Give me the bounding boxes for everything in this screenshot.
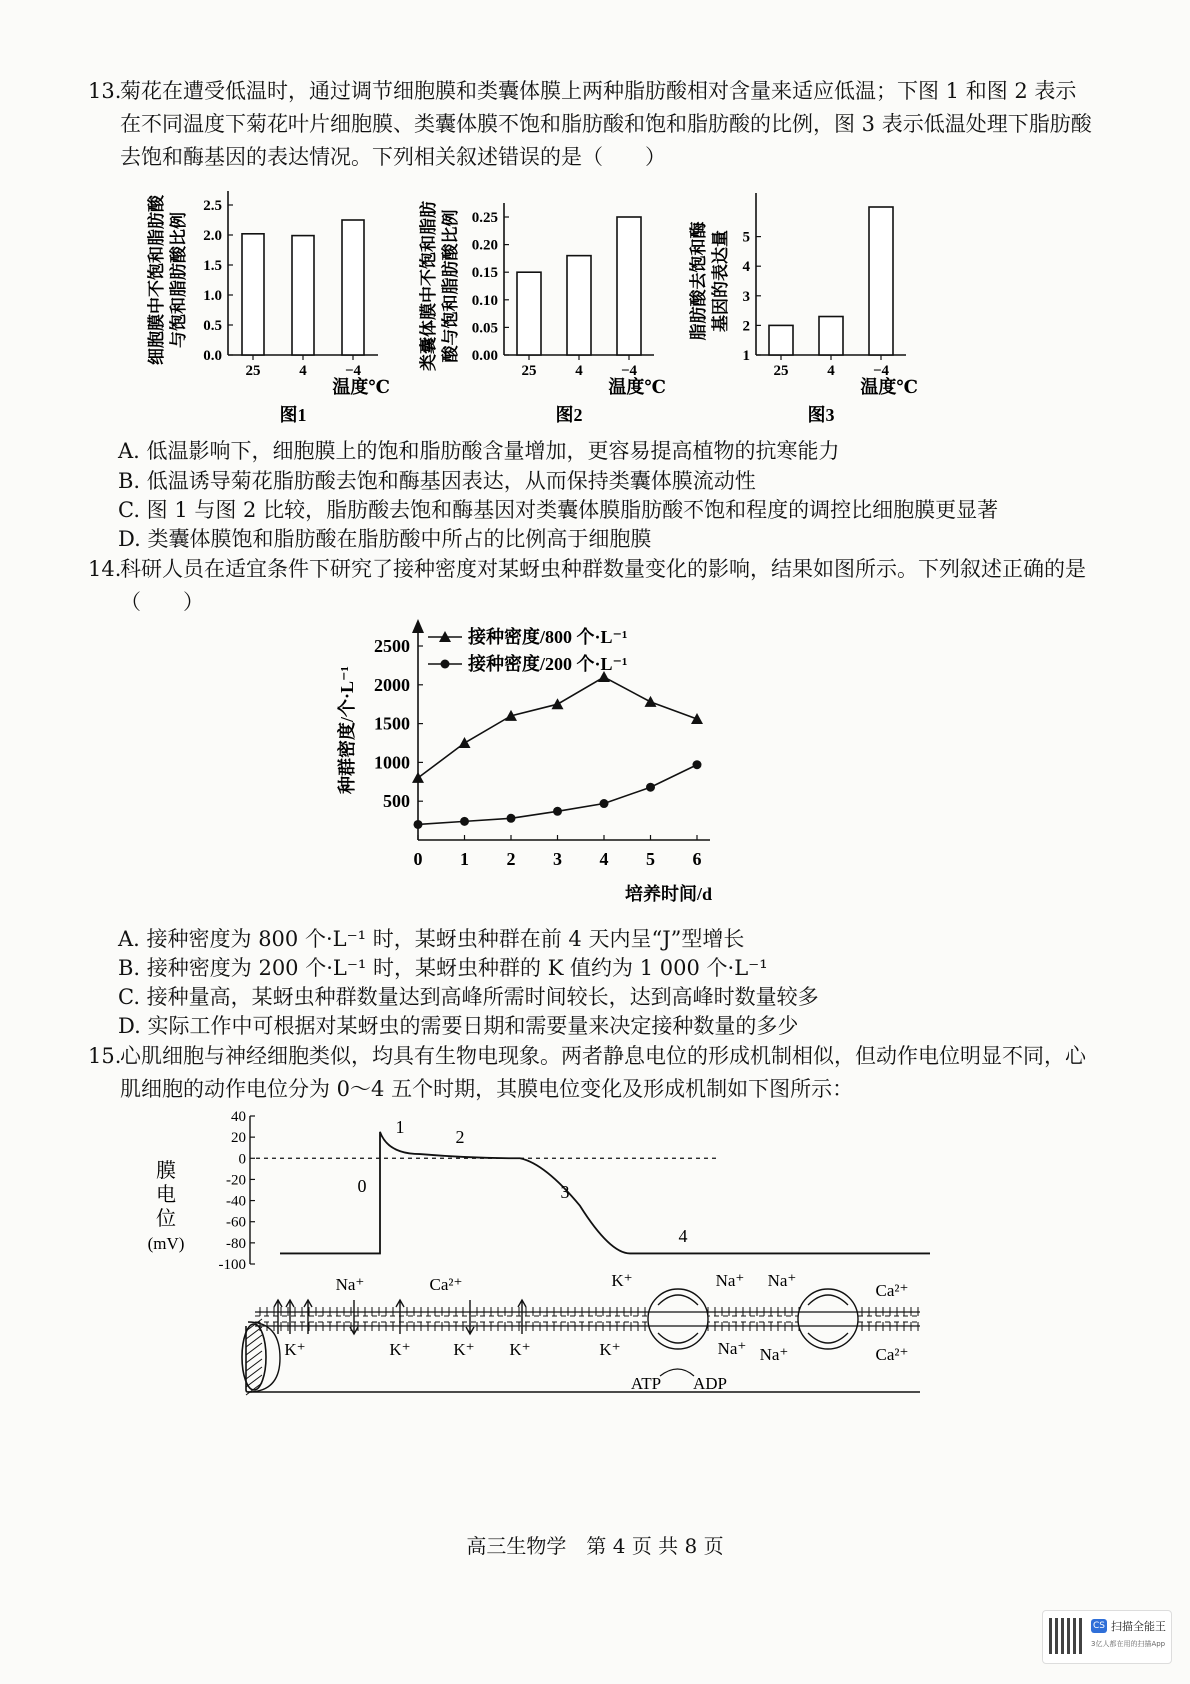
x-tick-label: 1 — [460, 849, 469, 869]
ion-label: Na⁺ — [759, 1345, 789, 1364]
figure-title: 图2 — [555, 405, 583, 425]
bar — [342, 220, 364, 355]
question-15 — [88, 1040, 1093, 1106]
ion-label: K⁺ — [599, 1340, 621, 1359]
y-tick-label: 1.0 — [203, 288, 222, 304]
x-tick-label: 5 — [646, 849, 655, 869]
y-axis-label: 类囊体膜中不饱和脂肪 — [419, 201, 438, 371]
question-14 — [88, 553, 1093, 619]
ion-label: Ca²⁺ — [875, 1281, 909, 1300]
adp-label: ADP — [692, 1374, 728, 1393]
y-axis-label: 种群密度/个·L⁻¹ — [337, 666, 357, 794]
ion-label: K⁺ — [453, 1340, 475, 1359]
x-tick-label: −4 — [620, 363, 638, 379]
ion-label: Na⁺ — [767, 1271, 797, 1290]
ion-label: K⁺ — [389, 1340, 411, 1359]
bar — [242, 234, 264, 355]
action-potential-figure — [130, 1100, 930, 1410]
ion-label: Ca²⁺ — [429, 1275, 463, 1294]
qr-code-icon — [1049, 1618, 1085, 1654]
bar — [617, 217, 641, 355]
y-tick-label: -20 — [226, 1172, 246, 1189]
y-tick-label: 2000 — [374, 674, 410, 695]
page-footer: 高三生物学 第 4 页 共 8 页 — [466, 1534, 724, 1558]
x-axis-label: 培养时间/d — [624, 884, 712, 904]
y-axis-label: 脂肪酸去饱和酶 — [689, 221, 708, 341]
y-tick-label: 0.0 — [203, 348, 222, 364]
question-text: 心肌细胞与神经细胞类似，均具有生物电现象。两者静息电位的形成机制相似，但动作电位明显不同，心肌细胞的动作电位分为 0～4 五个时期，其膜电位变化及形成机制如下图所示： — [120, 1044, 1086, 1101]
y-tick-label: 1500 — [374, 713, 410, 734]
data-point-circle — [553, 807, 562, 816]
y-axis-label: (mV) — [147, 1234, 185, 1253]
x-tick-label: 25 — [245, 363, 261, 379]
y-tick-label: 0.20 — [471, 237, 498, 254]
series-line — [418, 677, 697, 778]
y-tick-label: -40 — [226, 1193, 246, 1210]
x-tick-label: 25 — [773, 363, 789, 379]
data-point-triangle — [412, 772, 424, 783]
x-tick-label: −4 — [872, 363, 890, 379]
bar — [819, 317, 843, 355]
y-tick-label: 1.5 — [203, 258, 222, 274]
atp-label: ATP — [630, 1374, 662, 1393]
y-tick-label: 0.10 — [471, 292, 498, 309]
y-axis-label: 膜 — [156, 1160, 176, 1182]
y-tick-label: 500 — [383, 791, 410, 812]
bar — [769, 325, 793, 355]
option-14b: B. 接种密度为 200 个·L⁻¹ 时，某蚜虫种群的 K 值约为 1 000 个·L⁻¹ — [118, 956, 768, 980]
data-point-circle — [646, 783, 655, 792]
question-text: 菊花在遭受低温时，通过调节细胞膜和类囊体膜上两种脂肪酸相对含量来适应低温；下图 1 和图 2 表示在不同温度下菊花叶片细胞膜、类囊体膜不饱和脂肪酸和饱和脂肪酸的比例，图 3 表示低温处理下脂肪酸去饱和酶基因的表达情况。下列相关叙述错误的是（ ） — [120, 79, 1092, 169]
app-logo: CS — [1093, 1621, 1105, 1631]
x-tick-label: 4 — [299, 363, 307, 379]
question-number: 15. — [88, 1044, 122, 1068]
scanner-badge — [1042, 1610, 1172, 1664]
ion-pump-icon — [648, 1289, 708, 1349]
x-axis-label: 温度℃ — [608, 377, 666, 397]
y-tick-label: 2 — [742, 318, 750, 335]
x-axis-label: 温度℃ — [860, 377, 918, 397]
ion-label: Ca²⁺ — [875, 1345, 909, 1364]
figure-3-bar-chart — [688, 180, 948, 430]
figure-1-bar-chart — [140, 180, 410, 430]
option-14d: D. 实际工作中可根据对某蚜虫的需要日期和需要量来决定接种数量的多少 — [118, 1014, 799, 1038]
badge-title: 扫描全能王 — [1111, 1620, 1166, 1633]
y-axis-label: 酸与饱和脂肪酸比例 — [441, 209, 460, 363]
y-tick-label: 5 — [742, 229, 750, 246]
badge-subtitle: 3亿人都在用的扫描App — [1091, 1640, 1166, 1648]
option-14a: A. 接种密度为 800 个·L⁻¹ 时，某蚜虫种群在前 4 天内呈“J”型增长 — [118, 927, 745, 951]
data-point-triangle — [552, 698, 564, 709]
question-text: 科研人员在适宜条件下研究了接种密度对某蚜虫种群数量变化的影响，结果如图所示。下列叙述正确的是（ ） — [120, 557, 1086, 614]
y-tick-label: 20 — [231, 1130, 246, 1147]
bar — [869, 207, 893, 355]
question-number: 13. — [88, 79, 122, 103]
y-tick-label: -100 — [218, 1257, 246, 1273]
phase-label: 0 — [357, 1176, 367, 1196]
atp-arrow-icon — [660, 1369, 694, 1376]
data-point-circle — [693, 760, 702, 769]
bar — [517, 272, 541, 355]
y-axis-label: 基因的表达量 — [711, 230, 730, 332]
y-tick-label: 0.25 — [471, 210, 498, 226]
y-tick-label: 2500 — [374, 636, 410, 656]
membrane-potential-curve — [280, 1132, 930, 1254]
option-13b: B. 低温诱导菊花脂肪酸去饱和酶基因表达，从而保持类囊体膜流动性 — [118, 469, 756, 493]
population-line-chart — [320, 615, 760, 915]
x-tick-label: 4 — [575, 363, 583, 379]
y-tick-label: 0.05 — [471, 320, 498, 337]
y-tick-label: 3 — [742, 288, 750, 305]
x-tick-label: 0 — [413, 849, 423, 869]
x-tick-label: 25 — [521, 363, 537, 379]
y-axis-label: 细胞膜中不饱和脂肪酸 — [147, 195, 166, 365]
ion-label: K⁺ — [509, 1340, 531, 1359]
bar — [292, 236, 314, 355]
y-tick-label: 1 — [742, 348, 750, 364]
data-point-triangle — [691, 713, 703, 724]
ion-label: Na⁺ — [715, 1271, 745, 1290]
phase-label: 4 — [678, 1226, 688, 1246]
x-tick-label: 4 — [827, 363, 835, 379]
x-tick-label: 6 — [692, 849, 702, 869]
y-tick-label: 4 — [742, 259, 750, 276]
y-tick-label: 0.15 — [471, 265, 498, 282]
y-tick-label: 1000 — [374, 752, 410, 773]
option-13d: D. 类囊体膜饱和脂肪酸在脂肪酸中所占的比例高于细胞膜 — [118, 527, 652, 551]
phase-label: 3 — [560, 1182, 570, 1202]
ion-pump-icon — [798, 1289, 858, 1349]
option-13c: C. 图 1 与图 2 比较，脂肪酸去饱和酶基因对类囊体膜脂肪酸不饱和程度的调控比细胞膜更显著 — [118, 498, 999, 522]
y-tick-label: 2.0 — [203, 228, 222, 244]
figure-2-bar-chart — [412, 180, 682, 430]
data-point-triangle — [645, 696, 657, 707]
data-point-circle — [600, 799, 609, 808]
x-tick-label: 4 — [599, 849, 609, 869]
bar — [567, 256, 591, 355]
y-axis-arrow-icon — [412, 619, 424, 633]
data-point-triangle — [459, 737, 471, 748]
figure-title: 图3 — [807, 405, 835, 425]
y-tick-label: 0.00 — [471, 348, 498, 364]
y-tick-label: 0 — [238, 1151, 246, 1168]
legend-label: 接种密度/200 个·L⁻¹ — [468, 654, 628, 674]
figure-title: 图1 — [279, 405, 307, 425]
legend-label: 接种密度/800 个·L⁻¹ — [468, 627, 628, 647]
phase-label: 2 — [455, 1127, 465, 1147]
y-tick-label: 40 — [231, 1109, 246, 1125]
y-tick-label: -80 — [226, 1235, 246, 1252]
y-tick-label: -60 — [226, 1214, 246, 1231]
ion-label: K⁺ — [284, 1340, 306, 1359]
x-tick-label: 2 — [506, 849, 516, 869]
option-14c: C. 接种量高，某蚜虫种群数量达到高峰所需时间较长，达到高峰时数量较多 — [118, 985, 819, 1009]
x-axis-label: 温度℃ — [332, 377, 390, 397]
question-number: 14. — [88, 557, 122, 581]
data-point-circle — [414, 820, 423, 829]
question-13 — [88, 75, 1093, 174]
option-13a: A. 低温影响下，细胞膜上的饱和脂肪酸含量增加，更容易提高植物的抗寒能力 — [118, 439, 840, 463]
ion-label: Na⁺ — [335, 1275, 365, 1294]
y-tick-label: 0.5 — [203, 318, 222, 334]
ion-label: K⁺ — [611, 1271, 633, 1290]
y-axis-label: 与饱和脂肪酸比例 — [169, 212, 188, 348]
data-point-circle — [460, 817, 469, 826]
x-tick-label: −4 — [344, 363, 362, 379]
ion-label: Na⁺ — [717, 1339, 747, 1358]
y-axis-label: 电 — [156, 1184, 176, 1206]
phase-label: 1 — [395, 1117, 405, 1137]
legend-marker-circle — [441, 660, 450, 669]
x-tick-label: 3 — [553, 849, 562, 869]
data-point-circle — [507, 814, 516, 823]
y-tick-label: 2.5 — [203, 198, 222, 214]
y-axis-label: 位 — [156, 1208, 176, 1230]
